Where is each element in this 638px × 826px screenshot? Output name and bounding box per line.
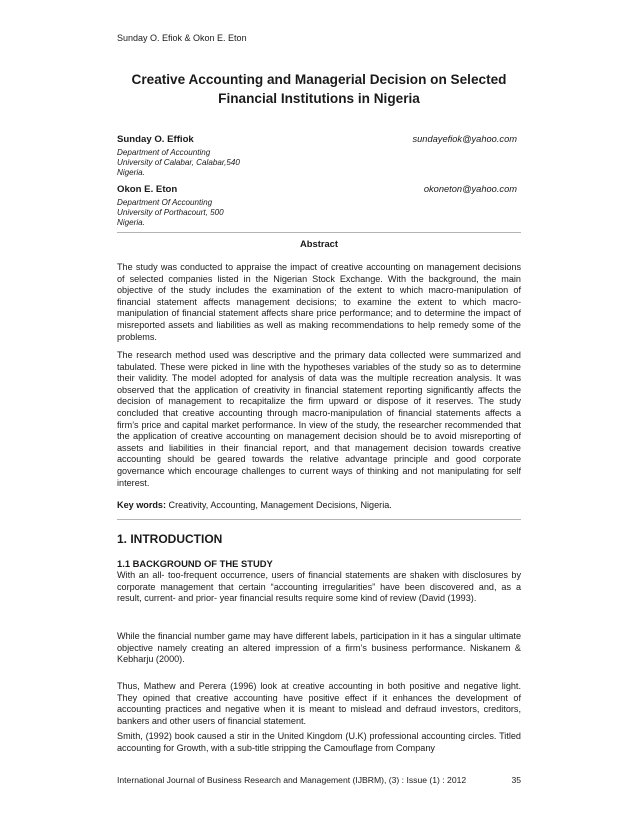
affiliation-university: University of Porthacourt, 500 xyxy=(117,208,224,217)
divider xyxy=(117,232,521,233)
divider xyxy=(117,519,521,520)
affiliation-department: Department Of Accounting xyxy=(117,198,213,207)
body-paragraph: Smith, (1992) book caused a stir in the United Kingdom (U.K) professional accounting circles. Titled accounting for Growth, with a sub-title stripping the Camouflage from Company xyxy=(117,731,521,753)
affiliation-country: Nigeria. xyxy=(117,168,145,177)
page-number: 35 xyxy=(511,775,521,785)
author-name: Sunday O. Effiok xyxy=(117,134,194,145)
subsection-heading: 1.1 BACKGROUND OF THE STUDY xyxy=(117,558,273,569)
body-paragraph: Thus, Mathew and Perera (1996) look at creative accounting in both positive and negative light. They opined that creative accounting have positive effect if it enhances the development of accounting practices and negative when it is meant to mislead and defraud investors, creditors, bankers and other users of financial statement. xyxy=(117,681,521,726)
body-paragraph: While the financial number game may have different labels, participation in it has a singular ultimate objective namely creating an altered impression of a firm’s business performance. Niskanem & Kebharju (2000). xyxy=(117,631,521,665)
affiliation-department: Department of Accounting xyxy=(117,148,211,157)
keywords-list: Creativity, Accounting, Management Decisions, Nigeria. xyxy=(166,500,392,510)
page-footer xyxy=(117,775,521,785)
author-name: Okon E. Eton xyxy=(117,184,178,195)
section-heading: 1. INTRODUCTION xyxy=(117,532,223,546)
keywords-label: Key words: xyxy=(117,500,167,510)
author-affiliation xyxy=(117,148,521,178)
affiliation-country: Nigeria. xyxy=(117,218,145,227)
author-block-1 xyxy=(117,134,521,178)
abstract-heading: Abstract xyxy=(299,238,339,249)
affiliation-university: University of Calabar, Calabar,540 xyxy=(117,158,240,167)
journal-citation: International Journal of Business Research and Management (IJBRM), (3) : Issue (1) : 2012 xyxy=(117,775,467,785)
author-email[interactable]: sundayefiok@yahoo.com xyxy=(412,134,517,144)
body-paragraph: With an all- too-frequent occurrence, users of financial statements are shaken with disclosures by corporate management that certain “accounting irregularities” have been discovered and, as a result, current- and prior- year financial results require some kind of review (David (1993). xyxy=(117,570,521,604)
author-block-2 xyxy=(117,184,521,228)
abstract-paragraph: The study was conducted to appraise the impact of creative accounting on management decisions of selected companies listed in the Nigerian Stock Exchange. With the background, the main objective of the study includes the examination of the extent to which macro-manipulation of financial statement affects management decisions; to examine the extent to which macro-manipulation of financial statement affects share price performance; and to determine the impact of misreported assets and liabilities as well as making recommendations to help remedy some of the problems. xyxy=(117,262,521,342)
keywords xyxy=(117,500,521,512)
running-head: Sunday O. Efiok & Okon E. Eton xyxy=(117,33,247,43)
author-affiliation xyxy=(117,198,521,228)
paper-title: Creative Accounting and Managerial Decision on Selected Financial Institutions in Nigeria xyxy=(131,72,507,106)
author-email[interactable]: okoneton@yahoo.com xyxy=(423,184,517,194)
abstract-paragraph: The research method used was descriptive and the primary data collected were summarized and tabulated. These were picked in line with the hypotheses variables of the study so as to determine their validity. The model adopted for analysis of data was the multiple recreation analysis. It was observed that the application of creativity in financial statement reporting significantly affects the decision of management to recapitalize the firm upward or dispose of it reserves. The study concluded that creative accounting through macro-manipulation of financial statements affects a firm’s price and capital market performance. In view of the study, the researcher recommended that the application of creative accounting on management decision should be to avoid misreporting of assets and liabilities in their financial report, and that management decision towards creative accounting should be geared towards the relative advantage principle and good corporate governance which encourage challenges to current ways of thinking and not manipulating for self interest. xyxy=(117,350,521,488)
